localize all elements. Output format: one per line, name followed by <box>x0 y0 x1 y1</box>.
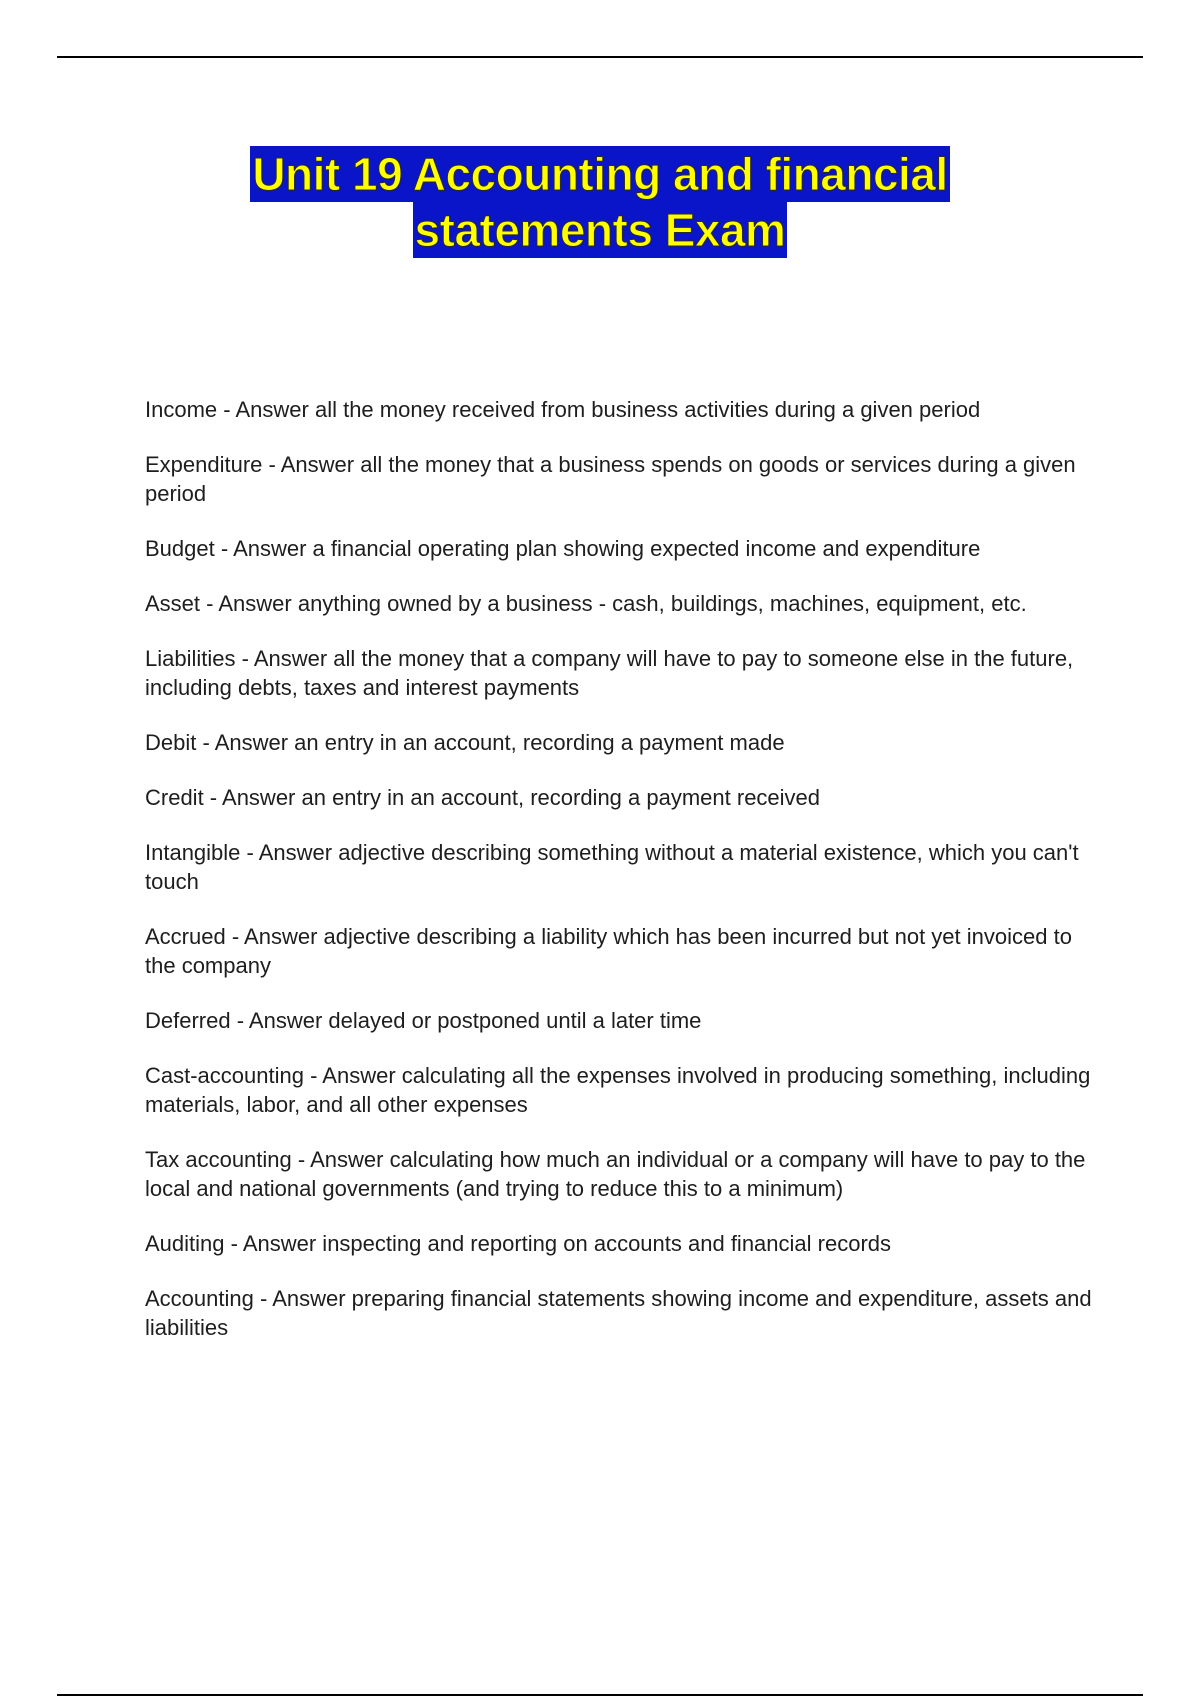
list-item: Asset - Answer anything owned by a business - cash, buildings, machines, equipment, etc. <box>145 591 1027 616</box>
title-line-1: Unit 19 Accounting and financial <box>252 148 948 200</box>
header-rule <box>57 56 1143 58</box>
list-item: Income - Answer all the money received from business activities during a given period <box>145 397 981 422</box>
page-title <box>0 146 1200 258</box>
title-line-2: statements Exam <box>414 204 786 256</box>
footer-rule <box>57 1694 1143 1696</box>
list-item: Cast-accounting - Answer calculating all the expenses involved in producing something, including materials, labor, and all other expenses <box>145 1063 1091 1117</box>
qa-list <box>145 395 1095 1368</box>
list-item: Intangible - Answer adjective describing something without a material existence, which you can't touch <box>145 840 1079 894</box>
list-item: Deferred - Answer delayed or postponed until a later time <box>145 1008 702 1033</box>
list-item: Accrued - Answer adjective describing a liability which has been incurred but not yet invoiced to the company <box>145 924 1072 978</box>
list-item: Expenditure - Answer all the money that a business spends on goods or services during a given period <box>145 452 1076 506</box>
list-item: Auditing - Answer inspecting and reporting on accounts and financial records <box>145 1231 892 1256</box>
list-item: Tax accounting - Answer calculating how much an individual or a company will have to pay to the local and national governments (and trying to reduce this to a minimum) <box>145 1147 1086 1201</box>
list-item: Budget - Answer a financial operating plan showing expected income and expenditure <box>145 536 981 561</box>
list-item: Accounting - Answer preparing financial statements showing income and expenditure, assets and liabilities <box>145 1286 1092 1340</box>
list-item: Debit - Answer an entry in an account, recording a payment made <box>145 730 785 755</box>
list-item: Credit - Answer an entry in an account, recording a payment received <box>145 785 821 810</box>
list-item: Liabilities - Answer all the money that a company will have to pay to someone else in the future, including debts, taxes and interest payments <box>145 646 1074 700</box>
